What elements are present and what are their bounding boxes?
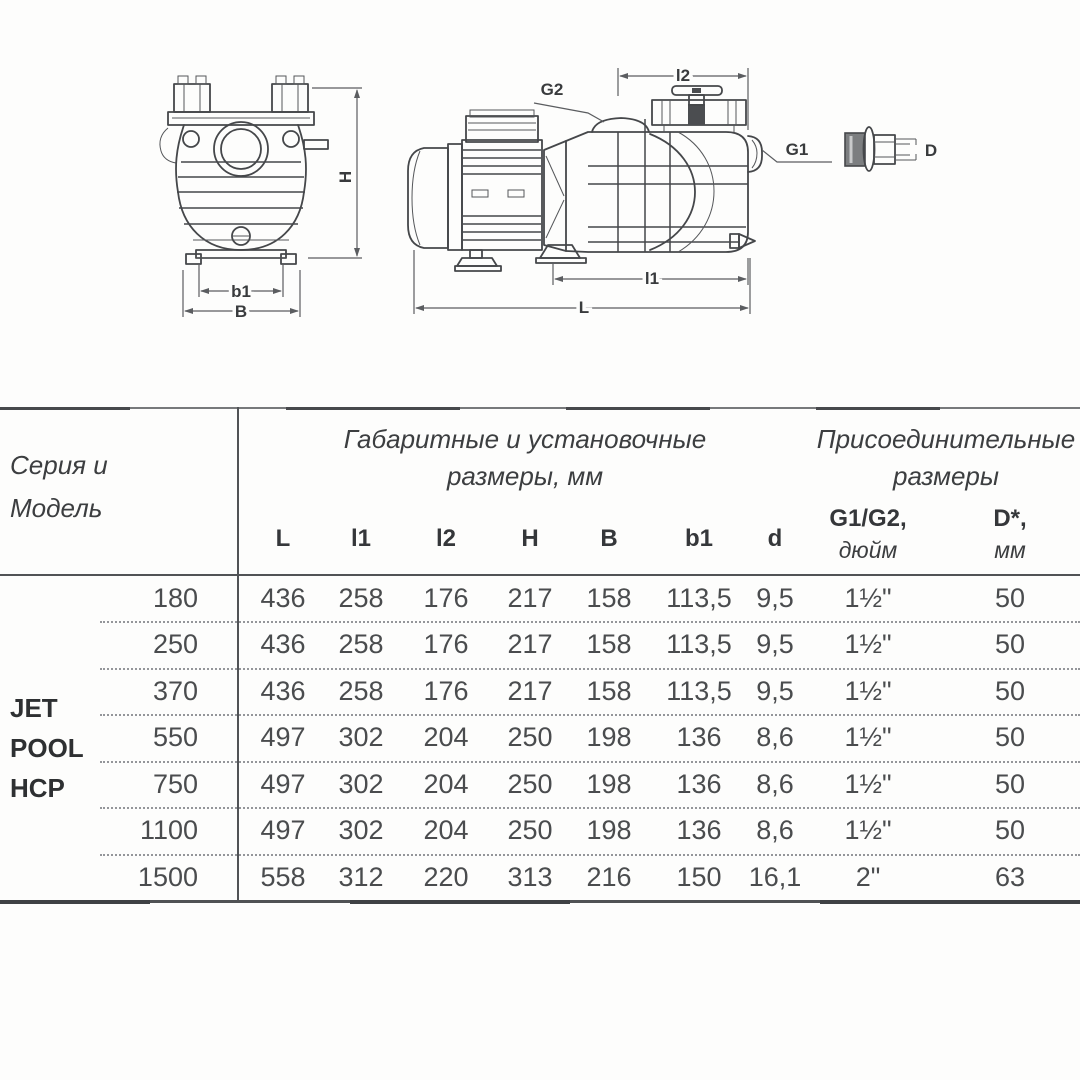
dim-label-l1: l1 [644, 269, 660, 288]
value-cell: 312 [338, 861, 384, 892]
value-cell: 136 [676, 768, 722, 799]
value-cell: 113,5 [666, 629, 732, 659]
value-cell: 176 [423, 629, 469, 659]
value-cell: 1½" [844, 582, 892, 613]
dim-label-l: L [578, 298, 590, 317]
value-cell: 497 [260, 815, 306, 845]
value-cell: 436 [260, 629, 306, 659]
value-cell: 9,5 [756, 629, 794, 659]
value-cell: 217 [507, 675, 553, 706]
value-cell: 50 [994, 722, 1026, 752]
value-cell: 50 [994, 768, 1026, 799]
callout-label-g1: G1 [785, 140, 809, 159]
value-cell: 50 [994, 815, 1026, 845]
value-cell: 136 [676, 722, 722, 752]
table-row [0, 714, 1080, 761]
front-view-dimensions [183, 88, 362, 321]
value-cell: 50 [994, 582, 1026, 613]
value-cell: 204 [423, 722, 469, 752]
value-cell: 216 [586, 861, 632, 892]
group-header-connections: Присоединительные размеры [816, 424, 1076, 491]
value-cell: 16,1 [748, 861, 802, 892]
table-row [0, 807, 1080, 854]
col-header-B: B [600, 525, 618, 552]
value-cell: 8,6 [756, 815, 794, 845]
value-cell: 204 [423, 768, 469, 799]
value-cell: 198 [586, 815, 632, 845]
table-row [0, 668, 1080, 715]
value-cell: 176 [423, 675, 469, 706]
model-cell: 180 [152, 582, 198, 613]
table-row [0, 854, 1080, 901]
side-view-dimensions [414, 66, 832, 317]
value-cell: 204 [423, 815, 469, 845]
dim-label-l2: l2 [675, 66, 691, 85]
model-cell: 250 [152, 629, 198, 659]
col-header-H: H [521, 525, 539, 552]
model-cell: 750 [152, 768, 198, 799]
group-header-dimensions: Габаритные и установочные размеры, мм [343, 424, 707, 491]
pump-dimension-drawing [0, 0, 1080, 340]
col-header-d-star: D*, мм [993, 505, 1027, 563]
value-cell: 217 [507, 629, 553, 659]
value-cell: 198 [586, 722, 632, 752]
value-cell: 313 [507, 861, 553, 892]
side-view-drawing [408, 86, 762, 271]
value-cell: 113,5 [666, 675, 732, 706]
value-cell: 8,6 [756, 722, 794, 752]
series-name: JET POOL HCP [10, 693, 84, 803]
front-view-drawing [160, 76, 328, 264]
model-cell: 370 [152, 675, 198, 706]
value-cell: 158 [586, 675, 632, 706]
callout-label-g2: G2 [540, 80, 564, 99]
value-cell: 1½" [844, 815, 892, 845]
model-cell: 550 [152, 722, 198, 752]
col-header-l2: l2 [435, 525, 456, 552]
value-cell: 258 [338, 629, 384, 659]
value-cell: 258 [338, 675, 384, 706]
col-header-L: L [275, 525, 291, 552]
value-cell: 158 [586, 582, 632, 613]
value-cell: 250 [507, 768, 553, 799]
value-cell: 436 [260, 582, 306, 613]
value-cell: 2" [855, 861, 881, 892]
table-row [0, 621, 1080, 668]
value-cell: 217 [507, 582, 553, 613]
value-cell: 1½" [844, 768, 892, 799]
value-cell: 136 [676, 815, 722, 845]
value-cell: 220 [423, 861, 469, 892]
value-cell: 497 [260, 768, 306, 799]
value-cell: 9,5 [756, 582, 794, 613]
dim-label-d: D [924, 141, 938, 160]
value-cell: 1½" [844, 722, 892, 752]
dim-label-b: B [234, 302, 248, 321]
value-cell: 436 [260, 675, 306, 706]
model-cell: 1100 [139, 815, 198, 845]
value-cell: 558 [260, 861, 306, 892]
value-cell: 150 [676, 861, 722, 892]
value-cell: 9,5 [756, 675, 794, 706]
value-cell: 176 [423, 582, 469, 613]
value-cell: 158 [586, 629, 632, 659]
table-row [0, 575, 1080, 622]
value-cell: 497 [260, 722, 306, 752]
value-cell: 50 [994, 675, 1026, 706]
col-header-d: d [767, 525, 783, 552]
value-cell: 302 [338, 722, 384, 752]
value-cell: 198 [586, 768, 632, 799]
series-model-header: Серия и Модель [10, 450, 108, 523]
value-cell: 1½" [844, 675, 892, 706]
value-cell: 250 [507, 722, 553, 752]
value-cell: 1½" [844, 629, 892, 659]
value-cell: 302 [338, 815, 384, 845]
value-cell: 113,5 [666, 582, 732, 613]
table-row [0, 761, 1080, 808]
value-cell: 250 [507, 815, 553, 845]
value-cell: 258 [338, 582, 384, 613]
fitting-drawing [845, 127, 937, 171]
col-header-b1: b1 [684, 525, 713, 552]
value-cell: 8,6 [756, 768, 794, 799]
col-header-g1g2: G1/G2, дюйм [829, 505, 907, 563]
value-cell: 302 [338, 768, 384, 799]
value-cell: 63 [994, 861, 1026, 892]
col-header-l1: l1 [350, 525, 371, 552]
dim-label-b1: b1 [231, 282, 251, 301]
dim-label-h: H [336, 170, 355, 184]
value-cell: 50 [994, 629, 1026, 659]
model-cell: 1500 [137, 861, 198, 892]
